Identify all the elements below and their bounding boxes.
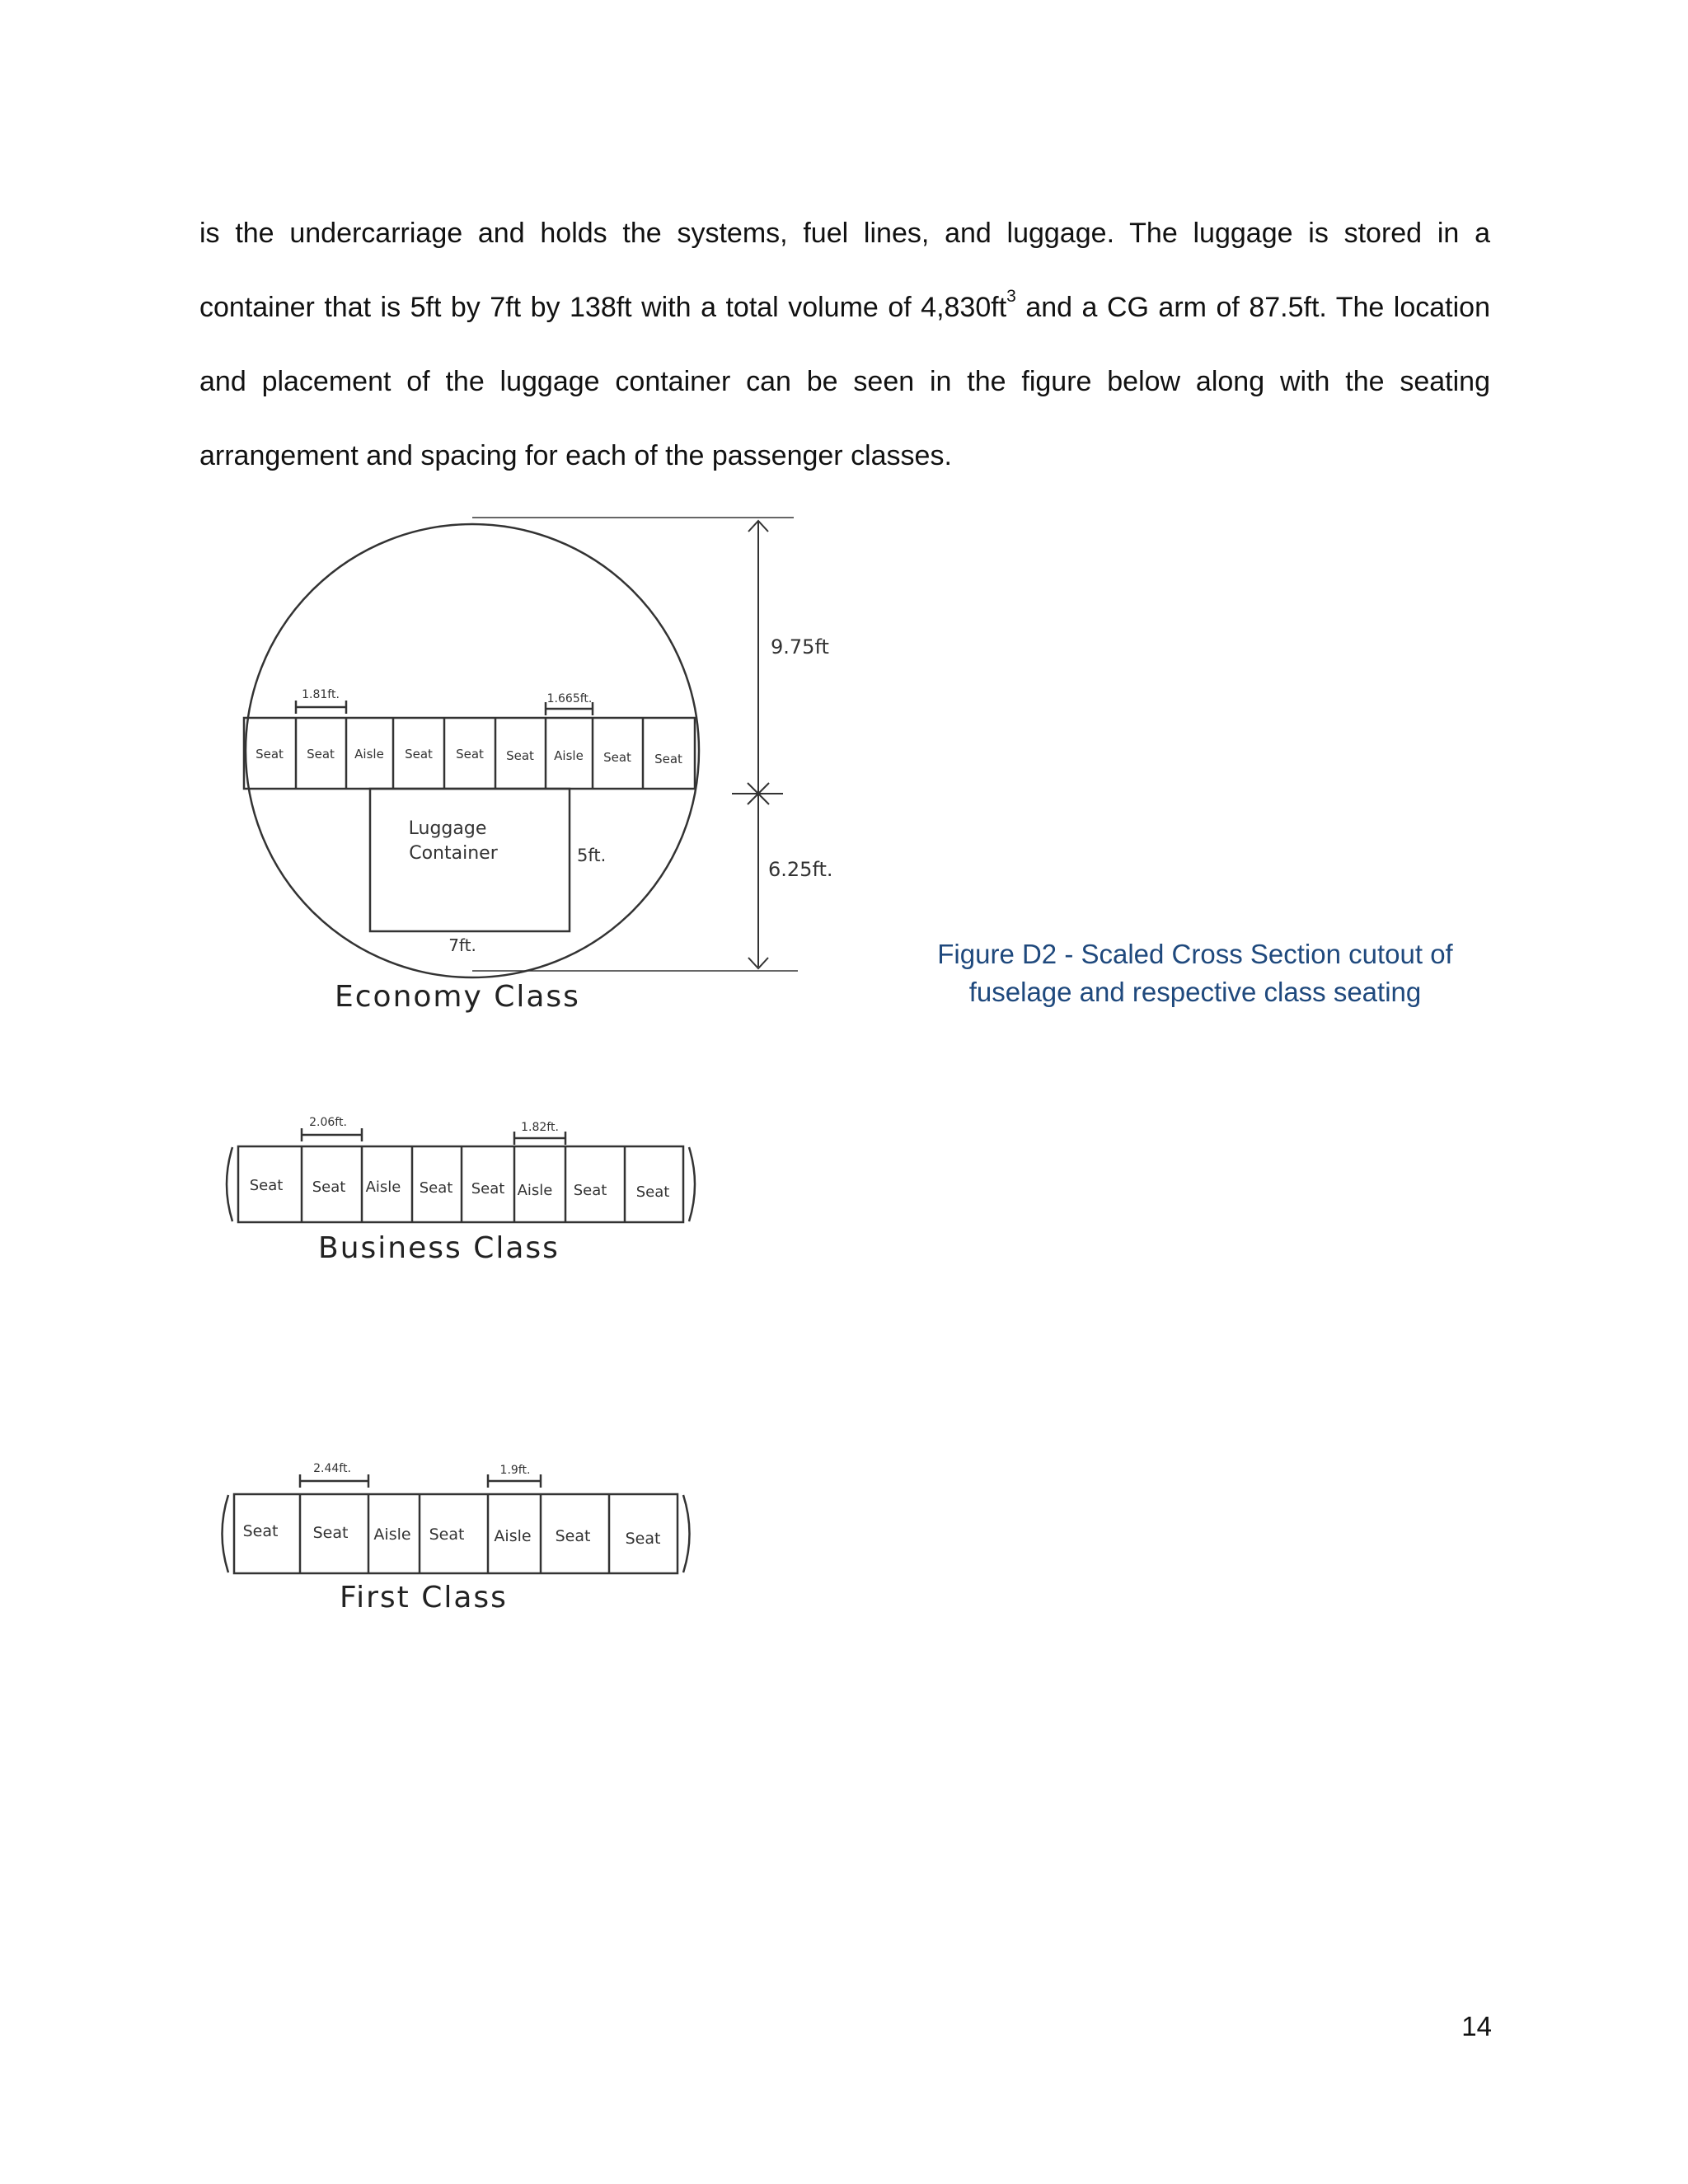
economy-aisle-width: 1.665ft. [546, 692, 593, 705]
economy-class-title: Economy Class [335, 980, 580, 1014]
business-cell-2: Seat [312, 1179, 346, 1196]
economy-cell-4: Seat [405, 747, 433, 762]
economy-cell-8: Seat [603, 750, 631, 765]
business-cell-1: Seat [249, 1177, 284, 1194]
upper-height-label: 9.75ft [771, 635, 829, 658]
first-cell-5: Aisle [494, 1527, 532, 1545]
economy-cell-7: Aisle [554, 748, 584, 763]
superscript-cubed: 3 [1006, 287, 1016, 306]
business-seat-width: 2.06ft. [309, 1116, 347, 1129]
first-seat-width: 2.44ft. [313, 1462, 351, 1475]
first-cell-3: Aisle [373, 1526, 411, 1544]
luggage-label-line1: Luggage [408, 818, 487, 839]
economy-cell-1: Seat [256, 747, 284, 762]
economy-cell-2: Seat [307, 747, 335, 762]
economy-cell-6: Seat [506, 748, 534, 763]
first-cell-7: Seat [625, 1530, 661, 1548]
economy-cell-9: Seat [654, 752, 682, 766]
body-text-part1: is the undercarriage and holds the systems, fuel lines, and luggage. The luggage is stored in a container that is 5ft by 7ft by 138ft with a total volume of 4,830ft [199, 218, 1490, 323]
figure-caption [923, 935, 1467, 1011]
first-aisle-width: 1.9ft. [499, 1464, 531, 1477]
business-aisle-width: 1.82ft. [521, 1121, 559, 1134]
caption-line1: Figure D2 - Scaled Cross Section cutout of [937, 939, 1453, 969]
economy-seat-width: 1.81ft. [302, 688, 340, 701]
first-cell-1: Seat [242, 1522, 279, 1540]
first-cell-2: Seat [312, 1524, 349, 1542]
business-cell-5: Seat [471, 1180, 505, 1197]
economy-cell-5: Seat [456, 747, 484, 762]
caption-line2: fuselage and respective class seating [968, 977, 1422, 1007]
business-cell-7: Seat [573, 1182, 607, 1199]
business-cell-8: Seat [635, 1183, 670, 1201]
lower-height-label: 6.25ft. [768, 858, 833, 881]
page-number: 14 [1461, 2011, 1492, 2041]
business-cell-6: Aisle [517, 1182, 553, 1199]
first-class-title: First Class [340, 1581, 508, 1615]
luggage-height-label: 5ft. [577, 846, 607, 865]
luggage-width-label: 7ft. [448, 935, 476, 955]
luggage-label-line2: Container [409, 843, 498, 864]
economy-cell-3: Aisle [354, 747, 384, 762]
body-text-part2: and a CG arm of 87.5ft. The location and placement of the luggage container can be seen in the figure below along with the seating arrangement and spacing for each of the passenger classes. [199, 292, 1490, 471]
business-class-title: Business Class [318, 1231, 560, 1265]
business-cell-3: Aisle [365, 1179, 401, 1196]
first-cell-6: Seat [555, 1527, 591, 1545]
first-cell-4: Seat [429, 1526, 465, 1544]
business-cell-4: Seat [419, 1179, 453, 1197]
